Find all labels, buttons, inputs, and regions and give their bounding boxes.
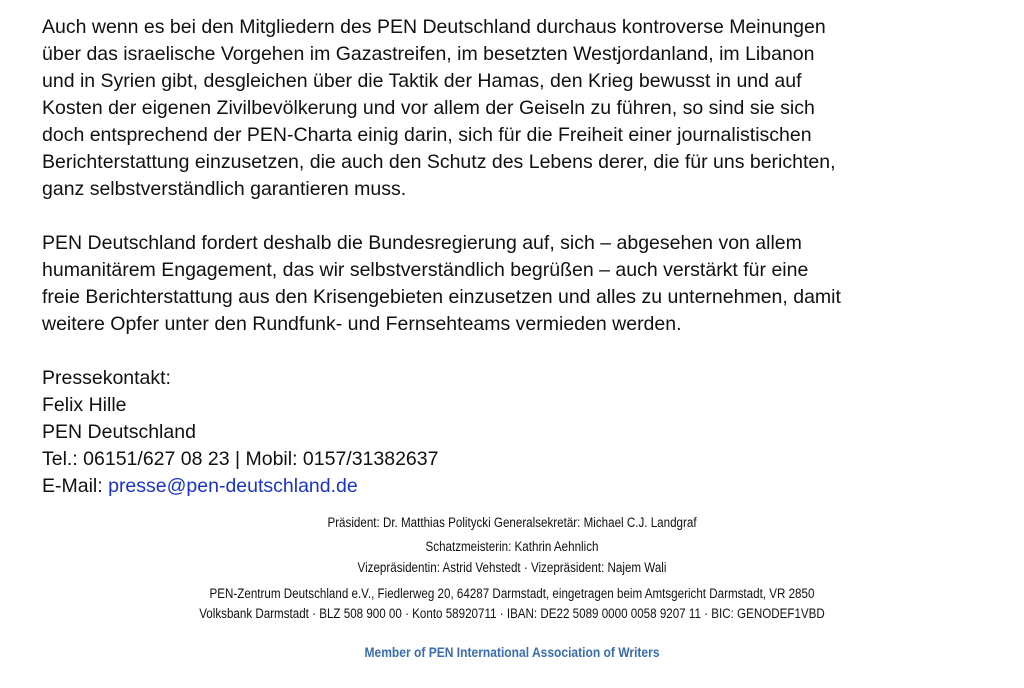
text-line: weitere Opfer unter den Rundfunk- und Fernsehteams vermieden werden. bbox=[42, 313, 682, 335]
press-contact bbox=[42, 365, 1002, 500]
paragraph-1 bbox=[42, 14, 1002, 203]
text-line: Kosten der eigenen Zivilbevölkerung und vor allem der Geiseln zu führen, so sind sie sich bbox=[42, 97, 815, 119]
text-line: PEN Deutschland fordert deshalb die Bundesregierung auf, sich – abgesehen von allem bbox=[42, 232, 802, 254]
text-line: freie Berichterstattung aus den Krisengebieten einzusetzen und alles zu unternehmen, damit bbox=[42, 286, 841, 308]
contact-email-line bbox=[42, 473, 1002, 500]
contact-organization: PEN Deutschland bbox=[42, 421, 196, 443]
text-line: über das israelische Vorgehen im Gazastreifen, im besetzten Westjordanland, im Libanon bbox=[42, 43, 815, 65]
contact-phone: Tel.: 06151/627 08 23 | Mobil: 0157/31382637 bbox=[42, 448, 439, 470]
text-line: Auch wenn es bei den Mitgliedern des PEN Deutschland durchaus kontroverse Meinungen bbox=[42, 16, 826, 38]
contact-email-link[interactable]: presse@pen-deutschland.de bbox=[108, 475, 358, 497]
contact-heading: Pressekontakt: bbox=[42, 367, 171, 389]
text-line: doch entsprechend der PEN-Charta einig darin, sich für die Freiheit einer journalistischen bbox=[42, 124, 812, 146]
footer-address-line: PEN-Zentrum Deutschland e.V., Fiedlerweg 20, 64287 Darmstadt, eingetragen beim Amtsgericht Darmstadt, VR 2850 bbox=[209, 586, 815, 601]
press-release-body bbox=[42, 14, 1002, 500]
contact-name: Felix Hille bbox=[42, 394, 127, 416]
text-line: Berichterstattung einzusetzen, die auch den Schutz des Lebens derer, die für uns berichten, bbox=[42, 151, 836, 173]
footer-vice-presidents-line: Vizepräsidentin: Astrid Vehstedt · Vizepräsident: Najem Wali bbox=[357, 560, 667, 575]
text-line: humanitärem Engagement, das wir selbstverständlich begrüßen – auch verstärkt für eine bbox=[42, 259, 809, 281]
contact-email-label: E-Mail: bbox=[42, 475, 109, 497]
footer-board-line: Präsident: Dr. Matthias Politycki Generalsekretär: Michael C.J. Landgraf bbox=[327, 515, 697, 530]
footer-bank-line: Volksbank Darmstadt · BLZ 508 900 00 · Konto 58920711 · IBAN: DE22 5089 0000 0058 9207 11 · BIC: GENODEF1VBD bbox=[199, 606, 825, 621]
text-line: und in Syrien gibt, desgleichen über die Taktik der Hamas, den Krieg bewusst in und auf bbox=[42, 70, 802, 92]
paragraph-2 bbox=[42, 230, 1002, 338]
text-line: ganz selbstverständlich garantieren muss. bbox=[42, 178, 407, 200]
letterhead-footer bbox=[72, 512, 953, 663]
footer-member-line: Member of PEN International Association of Writers bbox=[364, 644, 660, 660]
footer-treasurer-line: Schatzmeisterin: Kathrin Aehnlich bbox=[425, 539, 599, 554]
